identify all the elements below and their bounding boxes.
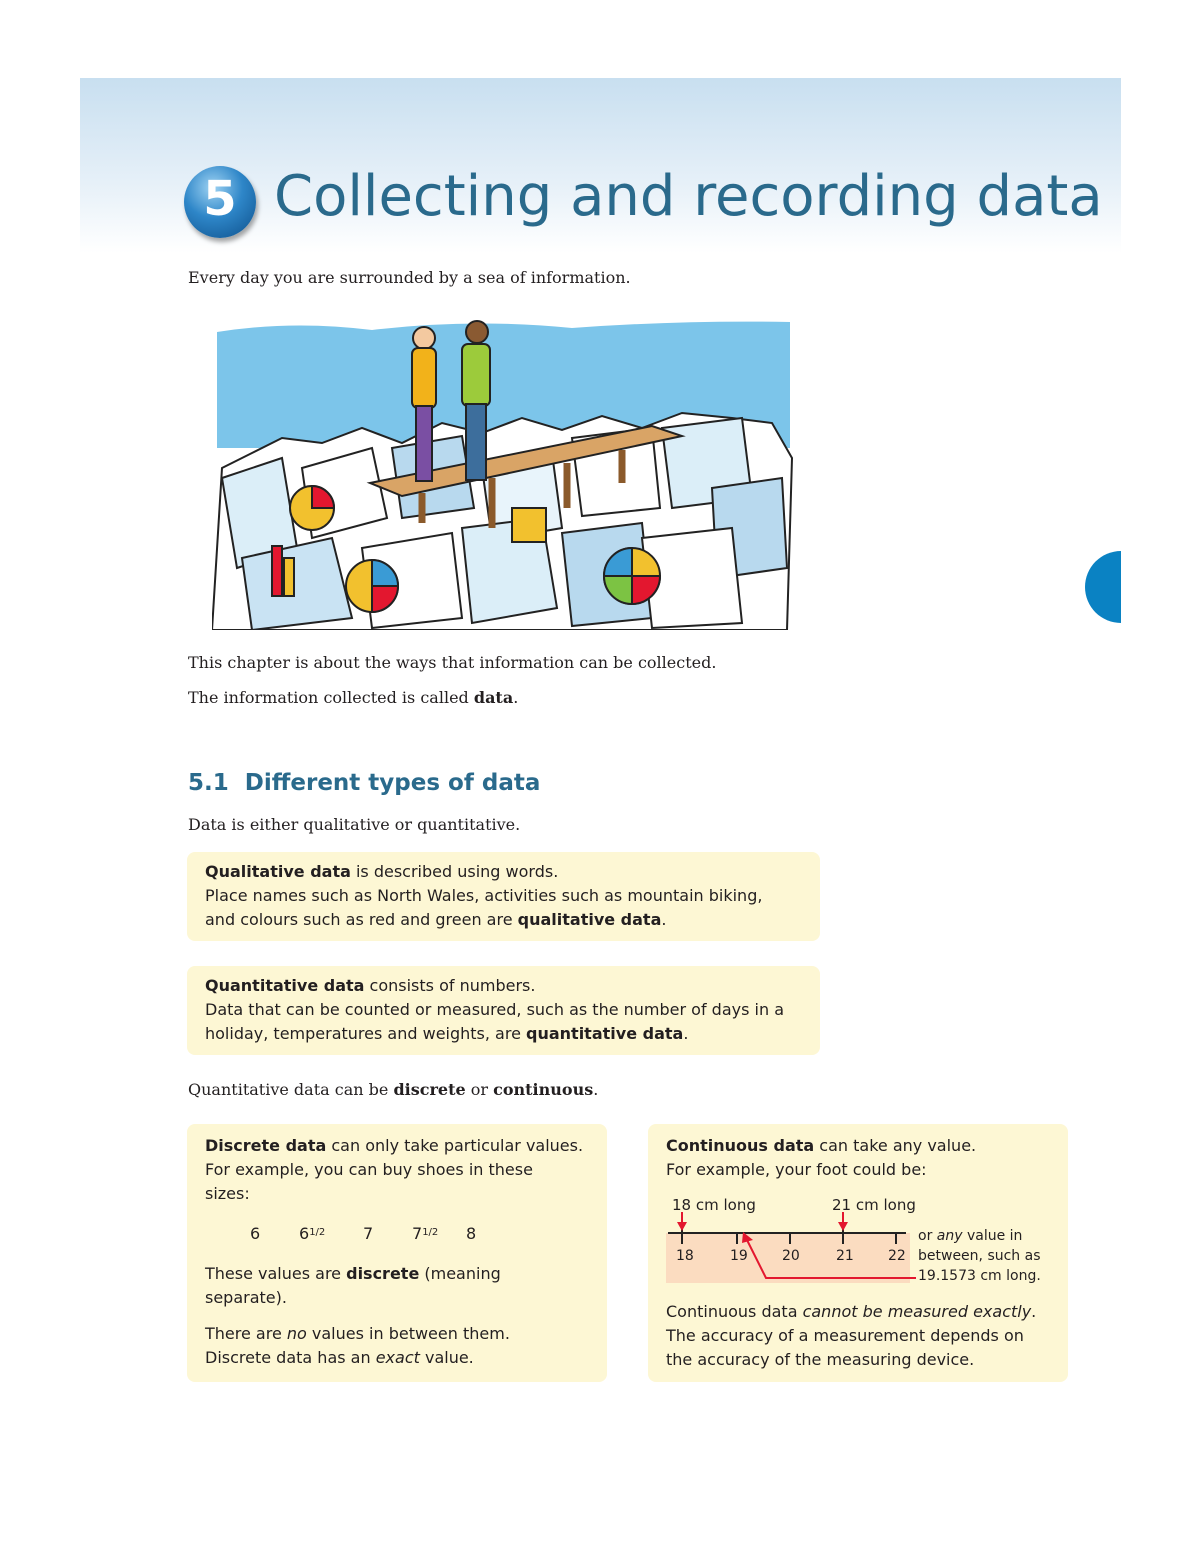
continuous-line-4: The accuracy of a measurement depends on [666,1326,1024,1345]
shoe-size-7: 7 [363,1224,374,1243]
data-term: data [473,688,514,707]
any-value-line-3: 19.1573 cm long. [918,1268,1041,1284]
tick-label-22: 22 [888,1248,906,1264]
chapter-number: 5 [203,171,237,227]
discrete-line-5: separate). [205,1288,287,1307]
qualitative-line-3: and colours such as red and green are qualitative data. [205,910,667,929]
shoe-size-7-half: 71/2 [412,1224,439,1243]
discrete-line-1: Discrete data can only take particular values. [205,1136,584,1155]
continuous-line-2: For example, your foot could be: [666,1160,927,1179]
chapter-tab-marker [1085,551,1121,623]
continuous-line-3: Continuous data cannot be measured exactly. [666,1302,1037,1321]
person-man [462,321,490,480]
discrete-line-2: For example, you can buy shoes in these [205,1160,533,1179]
tick-label-20: 20 [782,1248,800,1264]
discrete-line-6: There are no values in between them. [205,1324,510,1343]
table-graphic [512,508,546,542]
tick-label-19: 19 [730,1248,748,1264]
label-18cm: 18 cm long [672,1196,756,1214]
quantitative-line-1: Quantitative data consists of numbers. [205,976,536,995]
data-definition-text: The information collected is called data. [188,688,519,707]
chapter-title: Collecting and recording data [274,164,1103,229]
section-title: Different types of data [244,770,541,796]
tick-label-18: 18 [676,1248,694,1264]
label-21cm: 21 cm long [832,1196,916,1214]
quantitative-line-3: holiday, temperatures and weights, are quantitative data. [205,1024,689,1043]
chapter-about-text: This chapter is about the ways that information can be collected. [188,653,717,672]
discrete-line-3: sizes: [205,1184,250,1203]
shoe-size-8: 8 [466,1224,477,1243]
shoe-size-6: 6 [250,1224,261,1243]
bar-graphic [272,546,282,596]
types-intro-text: Data is either qualitative or quantitative. [188,815,521,834]
intro-text: Every day you are surrounded by a sea of information. [188,268,631,287]
section-number: 5.1 [188,770,229,796]
discrete-continuous-intro: Quantitative data can be discrete or continuous. [188,1080,599,1099]
section-heading [188,770,540,796]
discrete-line-4: These values are discrete (meaning [205,1264,501,1283]
continuous-line-1: Continuous data can take any value. [666,1136,977,1155]
qualitative-line-2: Place names such as North Wales, activities such as mountain biking, [205,886,763,905]
shoe-size-6-half: 61/2 [299,1224,326,1243]
quantitative-line-2: Data that can be counted or measured, such as the number of days in a [205,1000,785,1019]
continuous-line-5: the accuracy of the measuring device. [666,1350,975,1369]
chapter-number-badge [184,166,256,238]
any-value-line-1: or any value in [918,1228,1023,1244]
qualitative-line-1: Qualitative data is described using words. [205,862,559,881]
tick-label-21: 21 [836,1248,854,1264]
discrete-line-7: Discrete data has an exact value. [205,1348,474,1367]
any-value-line-2: between, such as [918,1248,1041,1264]
sea-of-information-illustration [212,318,794,630]
person-woman [412,327,436,481]
